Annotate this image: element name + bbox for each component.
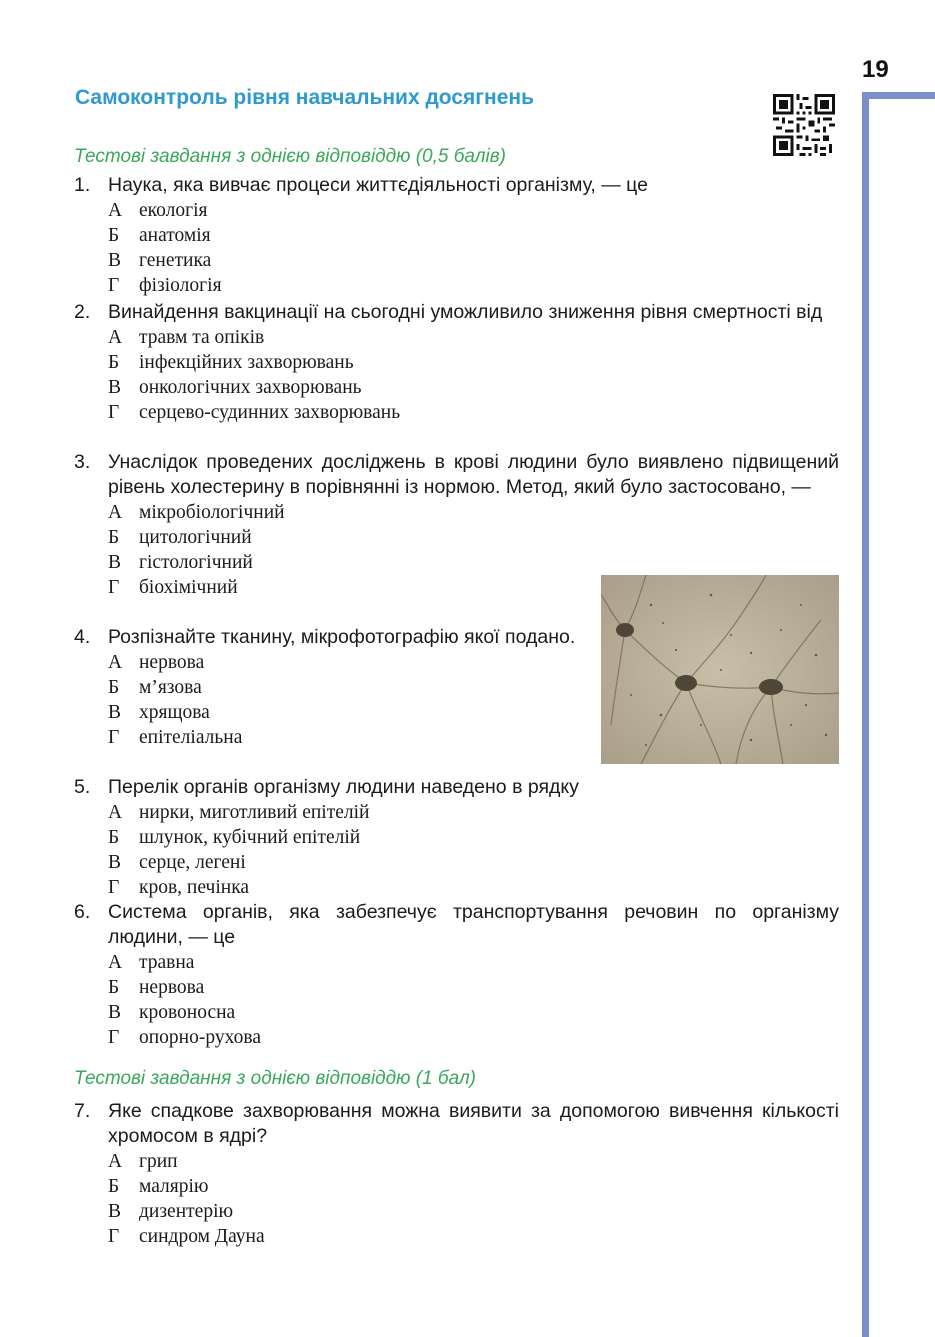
question-text: Винайдення вакцинації на сьогодні уможливило зниження рівня смертності від — [108, 301, 823, 323]
answer-option: В онкологічних захворювань — [108, 377, 362, 398]
section-heading: Тестові завдання з однією відповіддю (1 бал) — [74, 1068, 476, 1089]
question-2 — [74, 300, 839, 425]
answer-option: Г опорно-рухова — [108, 1027, 261, 1048]
answer-option: Г кров, печінка — [108, 877, 250, 898]
answer-option: Б нервова — [108, 977, 205, 998]
answer-option: А мікробіологічний — [108, 502, 285, 523]
answer-option: А екологія — [108, 200, 208, 221]
qr-code-icon — [773, 94, 835, 156]
question-text: Унаслідок проведених досліджень в крові людини було виявлено підвищений рівень холестерину в порівнянні із нормою. Метод, який було застосовано, — — [108, 451, 839, 498]
question-text: Перелік органів організму людини наведено в рядку — [108, 776, 579, 798]
answer-option: Г серцево-судинних захворювань — [108, 402, 401, 423]
answer-option: А грип — [108, 1151, 178, 1172]
answer-option: А нервова — [108, 652, 205, 673]
answer-option: А нирки, миготливий епітелій — [108, 802, 370, 823]
page-side-bar — [862, 92, 869, 1337]
question-1 — [74, 173, 839, 298]
answer-option: Б малярію — [108, 1176, 209, 1197]
answer-option: В хрящова — [108, 702, 210, 723]
question-number: 3. — [74, 451, 91, 473]
answer-option: Б цитологічний — [108, 527, 252, 548]
answer-option: В кровоносна — [108, 1002, 236, 1023]
answer-option: А травм та опіків — [108, 327, 265, 348]
answer-option: В гістологічний — [108, 552, 253, 573]
section-heading: Тестові завдання з однією відповіддю (0,5 балів) — [74, 146, 506, 167]
question-number: 6. — [74, 901, 91, 923]
answer-option: Г фізіологія — [108, 275, 222, 296]
answer-option: Б інфекційних захворювань — [108, 352, 354, 373]
answer-option: В серце, легені — [108, 852, 246, 873]
question-number: 7. — [74, 1100, 91, 1122]
answer-option: Б шлунок, кубічний епітелій — [108, 827, 361, 848]
question-number: 5. — [74, 776, 91, 798]
question-7 — [74, 1099, 839, 1249]
answer-option: А травна — [108, 952, 195, 973]
page-number: 19 — [862, 56, 889, 83]
answer-option: Г епітеліальна — [108, 727, 243, 748]
question-number: 2. — [74, 301, 91, 323]
answer-option: Б м’язова — [108, 677, 202, 698]
question-number: 4. — [74, 626, 91, 648]
answer-option: Г синдром Дауна — [108, 1226, 265, 1247]
question-6 — [74, 900, 839, 1050]
answer-option: Б анатомія — [108, 225, 211, 246]
question-text: Система органів, яка забезпечує транспортування речовин по організму людини, — це — [108, 901, 839, 948]
question-number: 1. — [74, 174, 91, 196]
answer-option: В дизентерію — [108, 1201, 234, 1222]
answer-option: Г біохімічний — [108, 577, 238, 598]
question-4 — [74, 625, 584, 750]
answer-option: В генетика — [108, 250, 212, 271]
question-text: Наука, яка вивчає процеси життєдіяльності організму, — це — [108, 174, 648, 196]
page-side-bar-top — [862, 92, 935, 99]
question-text: Розпізнайте тканину, мікрофотографію якої подано. — [108, 626, 576, 648]
question-text: Яке спадкове захворювання можна виявити за допомогою вивчення кількості хромосом в ядрі? — [108, 1100, 839, 1147]
question-5 — [74, 775, 839, 900]
nerve-tissue-micrograph — [601, 575, 839, 764]
page-title: Самоконтроль рівня навчальних досягнень — [75, 86, 534, 109]
